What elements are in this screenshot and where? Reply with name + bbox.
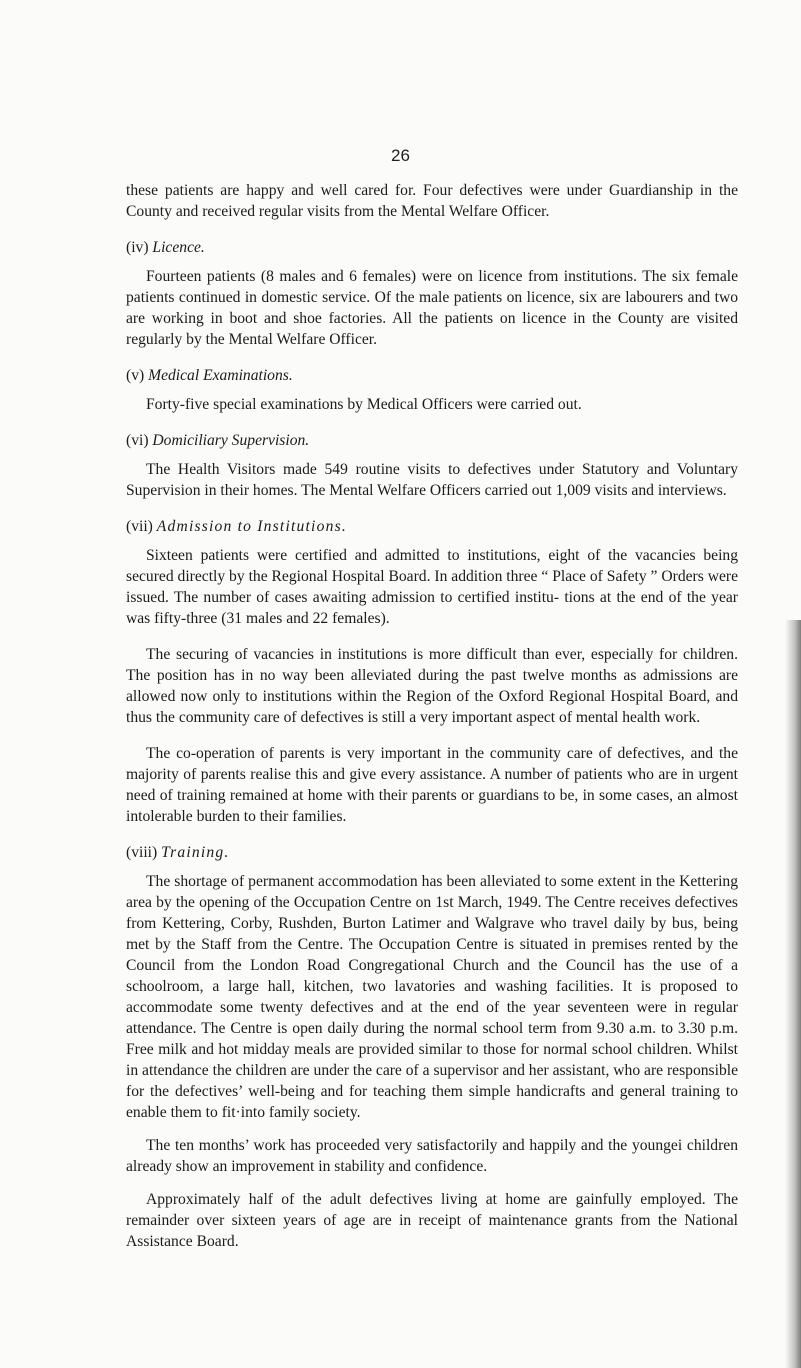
- section-heading-admission: [126, 516, 738, 537]
- section-number: (vi): [126, 432, 149, 449]
- document-body: [126, 180, 738, 1264]
- paragraph-admission-2: The securing of vacancies in institutions is more difficult than ever, especially for children. The position has in no way been alleviated during the past twelve months as admissions are allowed now only to institutions within the Region of the Oxford Regional Hospital Board, and thus the community care of defectives is still a very important aspect of mental health work.: [126, 646, 738, 726]
- section-heading-licence: [126, 237, 738, 258]
- section-number: (vii): [126, 518, 153, 535]
- section-title: Domiciliary Supervision.: [152, 432, 310, 449]
- paragraph-training-1: The shortage of permanent accommodation has been alleviated to some extent in the Kettering area by the opening of the Occupation Centre on 1st March, 1949. The Centre receives defectives from Kettering, Corby, Rushden, Burton Latimer and Walgrave who travel daily by bus, being met by the Staff from the Centre. The Occupation Centre is situated in premises rented by the Council from the London Road Congregational Church and the Council has the use of a schoolroom, a large hall, kitchen, two lavatories and washing facilities. It is proposed to accommodate some twenty defectives and at the end of the year seventeen were in regular attendance. The Centre is open daily during the normal school term from 9.30 a.m. to 3.30 p.m. Free milk and hot midday meals are provided similar to those for normal school children. Whilst in attendance the children are under the care of a supervisor and her assistant, who are responsible for the defectives’ well-being and for teaching them simple handicrafts and general training to enable them to fit·into family society.: [126, 873, 738, 1121]
- page-edge-shadow: [785, 620, 801, 1368]
- section-heading-training: [126, 842, 738, 863]
- section-number: (iv): [126, 239, 149, 256]
- paragraph-training-3: Approximately half of the adult defectives living at home are gainfully employed. The remainder over sixteen years of age are in receipt of maintenance grants from the National Assistance Board.: [126, 1191, 738, 1250]
- section-title: Training.: [161, 844, 230, 861]
- section-title: Licence.: [152, 239, 205, 256]
- section-heading-domiciliary: [126, 430, 738, 451]
- paragraph-medical: Forty-five special examinations by Medical Officers were carried out.: [146, 396, 582, 413]
- section-number: (viii): [126, 844, 158, 861]
- paragraph-domiciliary: The Health Visitors made 549 routine visits to defectives under Statutory and Voluntary Supervision in their homes. The Mental Welfare Officers carried out 1,009 visits and interviews.: [126, 461, 738, 499]
- paragraph-intro: these patients are happy and well cared for. Four defectives were under Guardianship in the County and received regular visits from the Mental Welfare Officer.: [126, 182, 738, 220]
- section-number: (v): [126, 367, 145, 384]
- section-heading-medical: [126, 365, 738, 386]
- page-number: 26: [391, 146, 410, 165]
- paragraph-admission-1: Sixteen patients were certified and admitted to institutions, eight of the vacancies being secured directly by the Regional Hospital Board. In addition three “ Place of Safety ” Orders were issued. The number of cases awaiting admission to certified institu- tions at the end of the year was fifty-three (31 males and 22 females).: [126, 547, 738, 627]
- paragraph-training-2: The ten months’ work has proceeded very satisfactorily and happily and the youngei children already show an improvement in stability and confidence.: [126, 1137, 738, 1175]
- paragraph-licence: Fourteen patients (8 males and 6 females) were on licence from institutions. The six female patients continued in domestic service. Of the male patients on licence, six are labourers and two are working in boot and shoe factories. All the patients on licence in the County are visited regularly by the Mental Welfare Officer.: [126, 268, 738, 348]
- paragraph-admission-3: The co-operation of parents is very important in the community care of defectives, and the majority of parents realise this and give every assistance. A number of patients who are in urgent need of training remained at home with their parents or guardians to be, in some cases, an almost intolerable burden to their families.: [126, 745, 738, 825]
- section-title: Medical Examinations.: [148, 367, 293, 384]
- section-title: Admission to Institutions.: [156, 518, 347, 535]
